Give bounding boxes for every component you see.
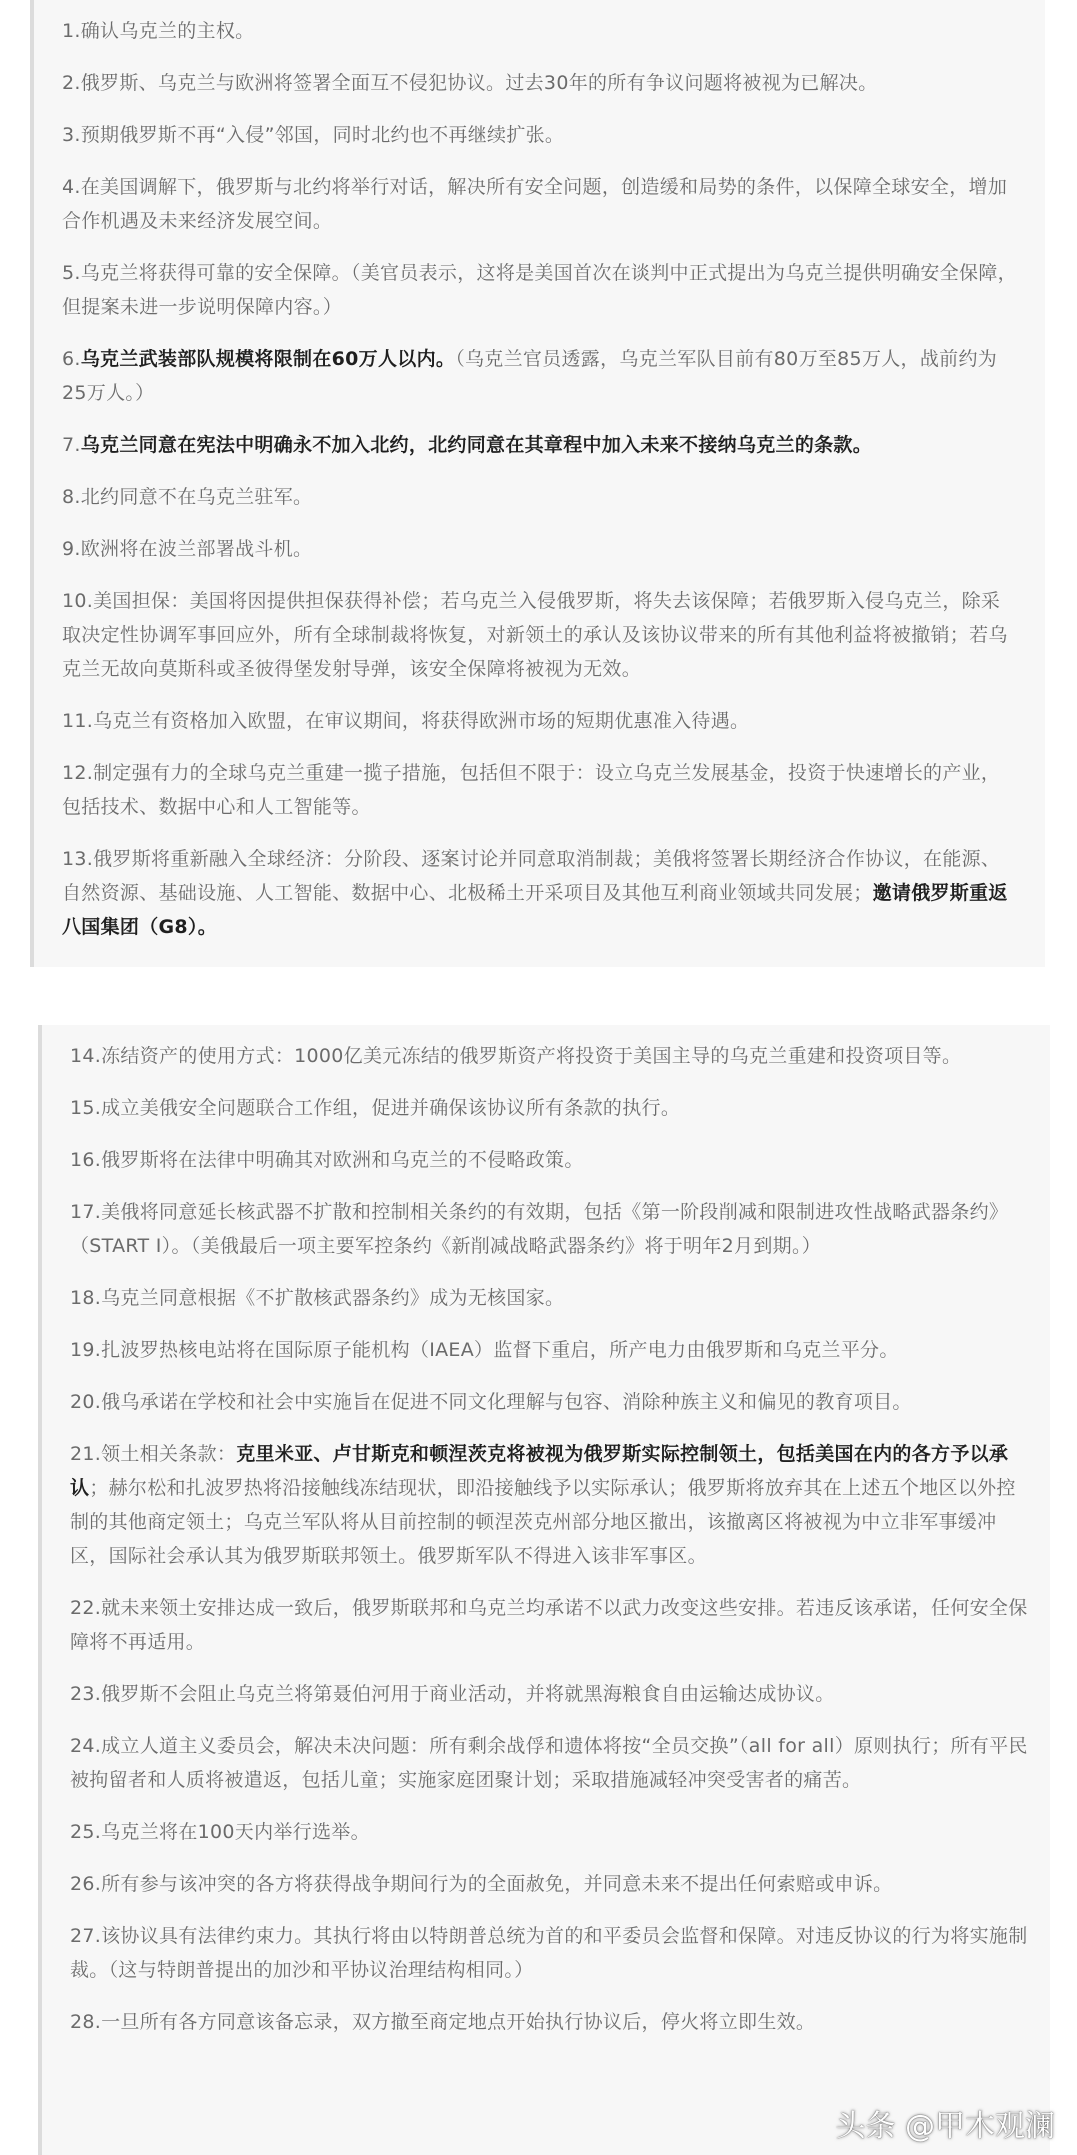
clause-item bbox=[62, 428, 1019, 462]
clause-text: 5.乌克兰将获得可靠的安全保障。（美官员表示，这将是美国首次在谈判中正式提出为乌克兰提供明确安全保障，但提案未进一步说明保障内容。） bbox=[62, 262, 1017, 318]
clause-text: 11.乌克兰有资格加入欧盟，在审议期间，将获得欧洲市场的短期优惠准入待遇。 bbox=[62, 710, 750, 732]
clause-item bbox=[62, 66, 1019, 100]
clause-text: 21.领土相关条款： bbox=[70, 1443, 237, 1465]
clause-text: 1.确认乌克兰的主权。 bbox=[62, 20, 255, 42]
clause-item bbox=[70, 1281, 1030, 1315]
clause-item bbox=[62, 14, 1019, 48]
clause-emphasis: 克里米亚、卢甘斯克和顿涅茨克将被视为俄罗斯实际控制领土，包括美国在内的各方予以承认 bbox=[70, 1443, 1009, 1499]
clause-text: 27.该协议具有法律约束力。其执行将由以特朗普总统为首的和平委员会监督和保障。对违反协议的行为将实施制裁。（这与特朗普提出的加沙和平协议治理结构相同。） bbox=[70, 1925, 1028, 1981]
clause-item bbox=[70, 1437, 1030, 1573]
clause-text: （乌克兰官员透露，乌克兰军队目前有80万至85万人，战前约为25万人。） bbox=[62, 348, 998, 404]
clauses-card-part1 bbox=[30, 0, 1045, 967]
clause-text: 28.一旦所有各方同意该备忘录，双方撤至商定地点开始执行协议后，停火将立即生效。 bbox=[70, 2011, 816, 2033]
clause-text: 9.欧洲将在波兰部署战斗机。 bbox=[62, 538, 313, 560]
clause-item bbox=[62, 704, 1019, 738]
clause-text: 22.就未来领土安排达成一致后，俄罗斯联邦和乌克兰均承诺不以武力改变这些安排。若违反该承诺，任何安全保障将不再适用。 bbox=[70, 1597, 1028, 1653]
clause-text: 8.北约同意不在乌克兰驻军。 bbox=[62, 486, 313, 508]
clause-item bbox=[70, 1919, 1030, 1987]
clause-emphasis: 乌克兰同意在宪法中明确永不加入北约，北约同意在其章程中加入未来不接纳乌克兰的条款。 bbox=[80, 434, 873, 456]
clause-item bbox=[62, 170, 1019, 238]
clause-text: 19.扎波罗热核电站将在国际原子能机构（IAEA）监督下重启，所产电力由俄罗斯和乌克兰平分。 bbox=[70, 1339, 899, 1361]
clause-text: 6. bbox=[62, 348, 81, 370]
clause-text: 12.制定强有力的全球乌克兰重建一揽子措施，包括但不限于：设立乌克兰发展基金，投资于快速增长的产业，包括技术、数据中心和人工智能等。 bbox=[62, 762, 1001, 818]
clause-item bbox=[70, 1333, 1030, 1367]
clause-emphasis: 邀请俄罗斯重返八国集团（G8）。 bbox=[62, 882, 1008, 938]
clause-item bbox=[62, 842, 1019, 944]
clause-text: 3.预期俄罗斯不再“入侵”邻国，同时北约也不再继续扩张。 bbox=[62, 124, 565, 146]
clause-item bbox=[62, 480, 1019, 514]
clause-text: 13.俄罗斯将重新融入全球经济：分阶段、逐案讨论并同意取消制裁；美俄将签署长期经济合作协议，在能源、自然资源、基础设施、人工智能、数据中心、北极稀土开采项目及其他互利商业领域共同发展； bbox=[62, 848, 1001, 904]
clause-text: ；赫尔松和扎波罗热将沿接触线冻结现状，即沿接触线予以实际承认；俄罗斯将放弃其在上述五个地区以外控制的其他商定领土；乌克兰军队将从目前控制的顿涅茨克州部分地区撤出，该撤离区将被视为中立非军事缓冲区，国际社会承认其为俄罗斯联邦领土。俄罗斯军队不得进入该非军事区。 bbox=[70, 1477, 1016, 1567]
toutiao-watermark: 头条 @甲木观澜 bbox=[835, 2109, 1055, 2144]
clause-item bbox=[70, 1591, 1030, 1659]
clause-text: 24.成立人道主义委员会，解决未决问题：所有剩余战俘和遗体将按“全员交换”（all for all）原则执行；所有平民被拘留者和人质将被遣返，包括儿童；实施家庭团聚计划；采取措施减轻冲突受害者的痛苦。 bbox=[70, 1735, 1028, 1791]
clause-text: 7. bbox=[62, 434, 81, 456]
clause-text: 20.俄乌承诺在学校和社会中实施旨在促进不同文化理解与包容、消除种族主义和偏见的教育项目。 bbox=[70, 1391, 912, 1413]
clause-item bbox=[70, 1385, 1030, 1419]
clause-text: 10.美国担保：美国将因提供担保获得补偿；若乌克兰入侵俄罗斯，将失去该保障；若俄罗斯入侵乌克兰，除采取决定性协调军事回应外，所有全球制裁将恢复，对新领土的承认及该协议带来的所有其他利益将被撤销；若乌克兰无故向莫斯科或圣彼得堡发射导弹，该安全保障将被视为无效。 bbox=[62, 590, 1008, 680]
clause-text: 17.美俄将同意延长核武器不扩散和控制相关条约的有效期，包括《第一阶段削减和限制进攻性战略武器条约》（START I）。（美俄最后一项主要军控条约《新削减战略武器条约》将于明年2月到期。） bbox=[70, 1201, 1009, 1257]
clause-item bbox=[62, 256, 1019, 324]
clause-text: 16.俄罗斯将在法律中明确其对欧洲和乌克兰的不侵略政策。 bbox=[70, 1149, 584, 1171]
clause-item bbox=[62, 584, 1019, 686]
clause-item bbox=[70, 1143, 1030, 1177]
clause-item bbox=[70, 1815, 1030, 1849]
clause-emphasis: 乌克兰武装部队规模将限制在60万人以内。 bbox=[80, 348, 456, 370]
clause-text: 18.乌克兰同意根据《不扩散核武器条约》成为无核国家。 bbox=[70, 1287, 565, 1309]
clause-item bbox=[62, 118, 1019, 152]
clause-item bbox=[62, 756, 1019, 824]
clause-text: 23.俄罗斯不会阻止乌克兰将第聂伯河用于商业活动，并将就黑海粮食自由运输达成协议。 bbox=[70, 1683, 835, 1705]
clause-item bbox=[70, 1091, 1030, 1125]
clauses-card-part2 bbox=[38, 1025, 1050, 2155]
clause-item bbox=[70, 1039, 1030, 1073]
clause-item bbox=[62, 532, 1019, 566]
clause-item bbox=[70, 1867, 1030, 1901]
clause-item bbox=[70, 2005, 1030, 2039]
clause-item bbox=[70, 1677, 1030, 1711]
clause-text: 4.在美国调解下，俄罗斯与北约将举行对话，解决所有安全问题，创造缓和局势的条件，以保障全球安全，增加合作机遇及未来经济发展空间。 bbox=[62, 176, 1008, 232]
clause-text: 26.所有参与该冲突的各方将获得战争期间行为的全面赦免，并同意未来不提出任何索赔或申诉。 bbox=[70, 1873, 893, 1895]
clause-item bbox=[70, 1195, 1030, 1263]
clause-text: 14.冻结资产的使用方式：1000亿美元冻结的俄罗斯资产将投资于美国主导的乌克兰重建和投资项目等。 bbox=[70, 1045, 962, 1067]
clause-text: 15.成立美俄安全问题联合工作组，促进并确保该协议所有条款的执行。 bbox=[70, 1097, 681, 1119]
clause-item bbox=[70, 1729, 1030, 1797]
clause-item bbox=[62, 342, 1019, 410]
clause-text: 25.乌克兰将在100天内举行选举。 bbox=[70, 1821, 370, 1843]
clause-text: 2.俄罗斯、乌克兰与欧洲将签署全面互不侵犯协议。过去30年的所有争议问题将被视为已解决。 bbox=[62, 72, 878, 94]
